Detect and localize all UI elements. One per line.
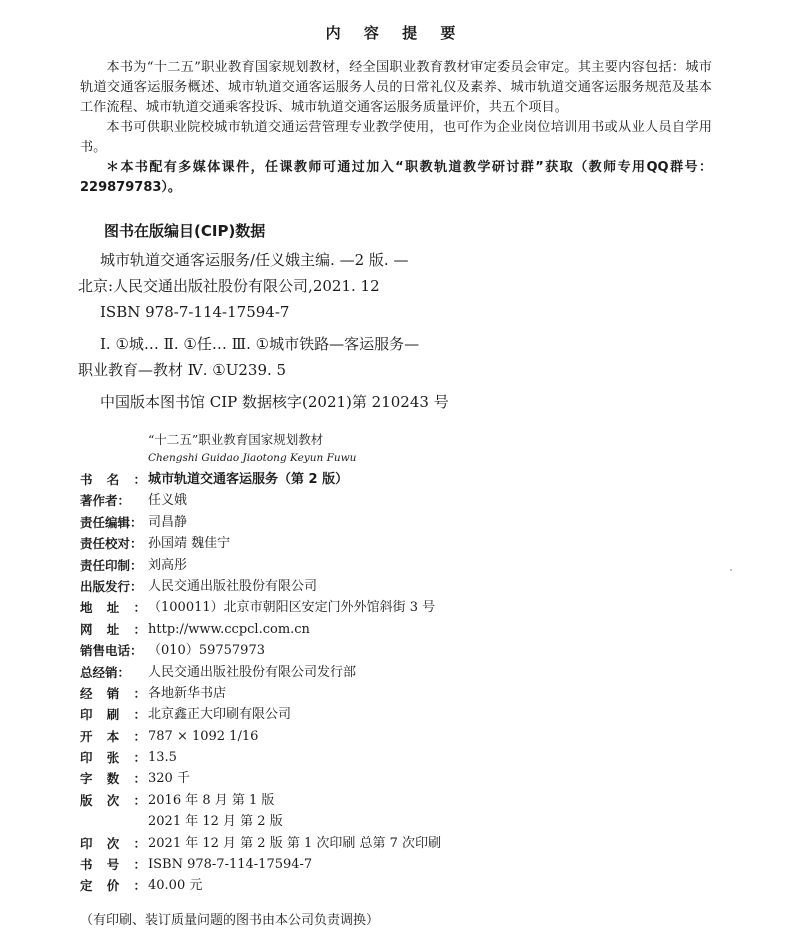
cip-line: Ⅰ. ①城… Ⅱ. ①任… Ⅲ. ①城市铁路—客运服务— <box>100 335 420 353</box>
info-value: 孙国靖 魏佳宁 <box>148 536 231 552</box>
info-value: 2021 年 12 月 第 2 版 <box>148 814 283 830</box>
info-row <box>80 768 680 789</box>
info-label: 印 刷 ： <box>80 707 146 723</box>
info-value: （010）59757973 <box>148 643 265 659</box>
summary-paragraph: 本书可供职业院校城市轨道交通运营管理专业教学使用，也可作为企业岗位培训用书或从业人员自学用书。 <box>80 120 712 155</box>
info-label: 经 销 ： <box>80 685 146 701</box>
info-row <box>80 640 680 661</box>
info-row <box>80 533 680 554</box>
cip-line: 中国版本图书馆 CIP 数据核字(2021)第 210243 号 <box>100 393 449 411</box>
footer-note: （有印刷、装订质量问题的图书由本公司负责调换） <box>80 913 380 928</box>
info-row <box>80 747 680 768</box>
info-value: 任义娥 <box>148 493 188 509</box>
cip-line: ISBN 978-7-114-17594-7 <box>100 303 290 321</box>
info-label: 责任印制： <box>80 557 143 573</box>
info-label <box>80 811 146 832</box>
info-row <box>80 726 680 747</box>
cip-line: 北京:人民交通出版社股份有限公司,2021. 12 <box>78 277 380 295</box>
info-value: 司昌静 <box>148 514 188 530</box>
info-row <box>80 875 680 896</box>
info-label: 销售电话： <box>80 643 143 659</box>
info-row <box>80 854 680 875</box>
info-value: 人民交通出版社股份有限公司发行部 <box>148 664 357 680</box>
info-label: 地 址 ： <box>80 600 146 616</box>
info-label: 著作者： <box>80 493 131 509</box>
info-value: （100011）北京市朝阳区安定门外外馆斜街 3 号 <box>148 600 436 616</box>
series-name: “十二五”职业教育国家规划教材 <box>148 432 324 447</box>
info-row <box>80 469 680 490</box>
info-value: 各地新华书店 <box>148 685 227 701</box>
info-value: 13.5 <box>148 750 177 766</box>
info-value: 城市轨道交通客运服务（第 2 版） <box>148 472 349 487</box>
info-label: 字 数 ： <box>80 771 146 787</box>
info-label: 书 名 ： <box>80 472 146 487</box>
info-label: 版 次 ： <box>80 792 146 808</box>
publication-info <box>80 469 680 897</box>
info-row <box>80 790 680 811</box>
info-row <box>80 704 680 725</box>
info-label: 印 张 ： <box>80 750 146 766</box>
info-value: ISBN 978-7-114-17594-7 <box>148 857 313 873</box>
info-label: 书 号 ： <box>80 857 146 873</box>
info-value: 北京鑫正大印刷有限公司 <box>148 707 292 723</box>
cip-line: 职业教育—教材 Ⅳ. ①U239. 5 <box>78 361 287 379</box>
info-row <box>80 490 680 511</box>
info-label: 总经销： <box>80 664 131 680</box>
info-label: 出版发行： <box>80 578 143 594</box>
info-row <box>80 833 680 854</box>
info-row <box>80 512 680 533</box>
info-row <box>80 576 680 597</box>
info-value: 刘高彤 <box>148 557 188 573</box>
info-label: 责任编辑： <box>80 514 143 530</box>
courseware-note: ＊本书配有多媒体课件，任课教师可通过加入“职教轨道教学研讨群”获取（教师专用QQ群号：229879783）。 <box>80 160 712 195</box>
pinyin-title: Chengshi Guidao Jiaotong Keyun Fuwu <box>148 452 357 464</box>
speck <box>730 569 732 571</box>
info-row <box>80 683 680 704</box>
cip-data-block <box>78 247 718 415</box>
cip-line: 城市轨道交通客运服务/任义娥主编. —2 版. — <box>100 251 409 269</box>
cip-heading: 图书在版编目(CIP)数据 <box>104 222 266 240</box>
info-value: http://www.ccpcl.com.cn <box>148 621 310 637</box>
info-label: 定 价 ： <box>80 878 146 894</box>
info-value: 2021 年 12 月 第 2 版 第 1 次印刷 总第 7 次印刷 <box>148 835 442 851</box>
info-label: 开 本 ： <box>80 728 146 744</box>
info-value: 人民交通出版社股份有限公司 <box>148 578 318 594</box>
info-row <box>80 597 680 618</box>
info-value: 2016 年 8 月 第 1 版 <box>148 792 275 808</box>
summary-title: 内 容 提 要 <box>325 24 465 42</box>
info-label: 印 次 ： <box>80 835 146 851</box>
info-row <box>80 662 680 683</box>
summary-paragraph: 本书为“十二五”职业教育国家规划教材，经全国职业教育教材审定委员会审定。其主要内容包括：城市轨道交通客运服务概述、城市轨道交通客运服务人员的日常礼仪及素养、城市轨道交通客运服务规范及基本工作流程、城市轨道交通乘客投诉、城市轨道交通客运服务质量评价，共五个项目。 <box>80 60 712 115</box>
info-row <box>80 619 680 640</box>
info-row <box>80 555 680 576</box>
info-row <box>80 811 680 832</box>
info-value: 787 × 1092 1/16 <box>148 728 259 744</box>
info-value: 320 千 <box>148 771 190 787</box>
info-label: 责任校对： <box>80 536 143 552</box>
info-value: 40.00 元 <box>148 878 203 894</box>
info-label: 网 址 ： <box>80 621 146 637</box>
summary-section <box>80 58 712 198</box>
